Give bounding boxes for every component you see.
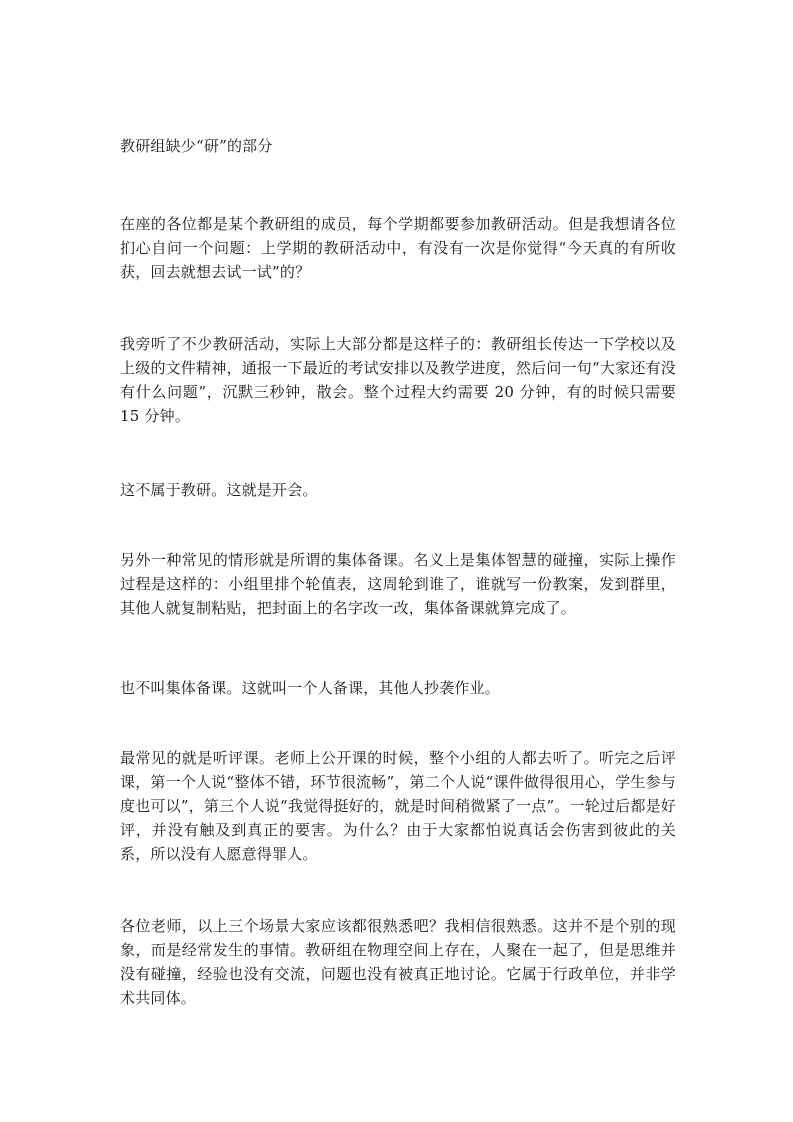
paragraph-conclusion: 各位老师，以上三个场景大家应该都很熟悉吧？我相信很熟悉。这并不是个别的现象，而是经常发生的事情。教研组在物理空间上存在，人聚在一起了，但是思维并没有碰撞，经验也没有交流，问题也没有被真正地讨论。它属于行政单位，并非学术共同体。 [120,917,676,1007]
paragraph-lesson-planning-verdict: 也不叫集体备课。这就叫一个人备课，其他人抄袭作业。 [120,679,501,697]
document-title: 教研组缺少“研”的部分 [120,137,273,155]
paragraph-meeting-verdict: 这不属于教研。这就是开会。 [120,481,318,499]
paragraph-intro-question: 在座的各位都是某个教研组的成员，每个学期都要参加教研活动。但是我想请各位扪心自问一个问题：上学期的教研活动中，有没有一次是你觉得“今天真的有所收获，回去就想去试一试”的？ [120,215,676,281]
paragraph-meeting-scene: 我旁听了不少教研活动，实际上大部分都是这样子的：教研组长传达一下学校以及上级的文件精神，通报一下最近的考试安排以及教学进度，然后问一句“大家还有没有什么问题”，沉默三秒钟，散会。整个过程大约需要 20 分钟，有的时候只需要 15 分钟。 [120,335,676,425]
paragraph-lesson-review-scene: 最常见的就是听评课。老师上公开课的时候，整个小组的人都去听了。听完之后评课，第一个人说“整体不错，环节很流畅”，第二个人说“课件做得很用心，学生参与度也可以”，第三个人说“我觉得挺好的，就是时间稍微紧了一点”。一轮过后都是好评，并没有触及到真正的要害。为什么？由于大家都怕说真话会伤害到彼此的关系，所以没有人愿意得罪人。 [120,749,676,863]
paragraph-lesson-planning-scene: 另外一种常见的情形就是所谓的集体备课。名义上是集体智慧的碰撞，实际上操作过程是这样的：小组里排个轮值表，这周轮到谁了，谁就写一份教案，发到群里，其他人就复制粘贴，把封面上的名字改一改，集体备课就算完成了。 [120,551,676,617]
